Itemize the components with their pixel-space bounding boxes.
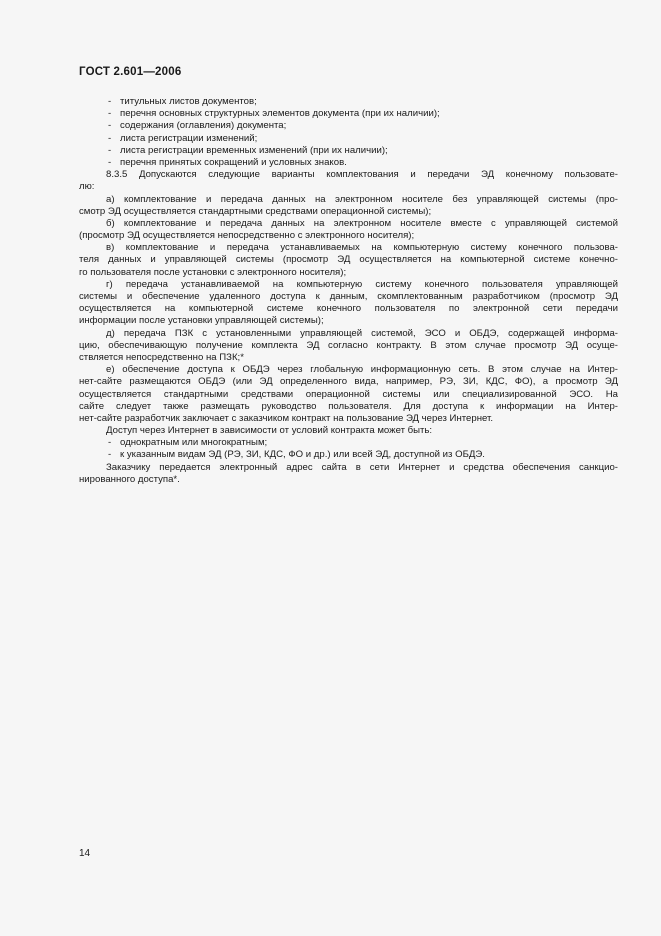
list-item-text: перечня принятых сокращений и условных знаков. xyxy=(120,156,347,168)
list-item xyxy=(79,157,618,169)
text-line: го пользователя после установки с электронного носителя); xyxy=(79,266,347,278)
list-item xyxy=(79,96,618,108)
dash-bullet-icon: - xyxy=(108,132,112,144)
list-item-text: перечня основных структурных элементов документа (при их наличии); xyxy=(120,108,440,120)
page-number: 14 xyxy=(79,848,91,859)
list-item xyxy=(79,145,618,157)
text-line: Заказчику передается электронный адрес сайта в сети Интернет и средства обеспечения санкцио- xyxy=(106,461,618,473)
dash-bullet-icon: - xyxy=(108,108,112,120)
text-line: осуществляется на компьютерной системе конечного пользователя по электронной сети передачи xyxy=(79,303,618,315)
text-line: д) передача ПЗК с установленными управляющей системой, ЭСО и ОБДЭ, содержащей информа- xyxy=(106,327,618,339)
text-line: нет-сайте размещаются ОБДЭ (или ЭД определенного вида, например, РЭ, ЗИ, КДС, ФО), а просмотр ЭД xyxy=(79,376,618,388)
dash-bullet-icon: - xyxy=(108,96,112,107)
list-item xyxy=(79,437,618,449)
list-item-text: листа регистрации изменений; xyxy=(120,132,258,144)
dash-bullet-icon: - xyxy=(108,437,112,449)
text-line: лю: xyxy=(79,181,95,193)
text-line: ствляется непосредственно на ПЗК;* xyxy=(79,351,244,363)
list-item-text: к указанным видам ЭД (РЭ, ЗИ, КДС, ФО и др.) или всей ЭД, доступной из ОБДЭ. xyxy=(120,449,485,461)
dash-bullet-icon: - xyxy=(108,120,112,132)
text-line: нет-сайте разработчик заключает с заказчиком контракт на пользование ЭД через Интернет. xyxy=(79,412,494,424)
text-line: системы и обеспечение удаленного доступа к данным, скомплектованным разработчиком (просмотр ЭД xyxy=(79,291,618,302)
text-line: (просмотр ЭД осуществляется непосредственно с электронного носителя); xyxy=(79,230,415,242)
list-item-text: содержания (оглавления) документа; xyxy=(120,120,287,132)
text-line: сайте следует также размещать руководство пользователя. Для доступа к информации на Интер- xyxy=(79,400,618,412)
text-line: нированного доступа*. xyxy=(79,473,180,485)
text-line: в) комплектование и передача устанавливаемых на компьютерную систему конечного пользова- xyxy=(106,242,618,254)
dash-bullet-icon: - xyxy=(108,449,112,461)
dash-bullet-icon: - xyxy=(108,156,112,168)
text-line: г) передача устанавливаемой на компьютерную систему конечного пользователя управляющей xyxy=(106,278,618,290)
text-line: Доступ через Интернет в зависимости от условий контракта может быть: xyxy=(106,425,433,437)
list-item-text: листа регистрации временных изменений (при их наличии); xyxy=(120,144,388,156)
document-body xyxy=(79,96,618,486)
list-item xyxy=(79,108,618,120)
list-item xyxy=(79,120,618,132)
dash-bullet-icon: - xyxy=(108,144,112,156)
text-line: цию, обеспечивающую получение комплекта ЭД согласно контракту. В этом случае просмотр ЭД осуще- xyxy=(79,339,618,351)
text-line: а) комплектование и передача данных на электронном носителе без управляющей системы (про- xyxy=(106,193,618,205)
text-line: теля данных и управляющей системы (просмотр ЭД осуществляется на компьютерной системе конечно- xyxy=(79,254,618,266)
list-item xyxy=(79,449,618,461)
list-item-text: титульных листов документов; xyxy=(120,96,257,107)
text-line: информации после установки управляющей системы); xyxy=(79,315,324,327)
text-line: е) обеспечение доступа к ОБДЭ через глобальную информационную сеть. В этом случае на Интер- xyxy=(106,364,618,376)
text-line: смотр ЭД осуществляется стандартными средствами операционной системы); xyxy=(79,205,432,217)
list-item-text: однократным или многократным; xyxy=(120,437,268,449)
text-line: б) комплектование и передача данных на электронном носителе вместе с управляющей системой xyxy=(106,217,618,229)
document-header: ГОСТ 2.601—2006 xyxy=(79,66,182,78)
text-line: 8.3.5 Допускаются следующие варианты комплектования и передачи ЭД конечному пользовате- xyxy=(106,169,618,181)
text-line: осуществляется стандартными средствами операционной системы или специализированной ЭСО. На xyxy=(79,388,618,400)
list-item xyxy=(79,133,618,145)
